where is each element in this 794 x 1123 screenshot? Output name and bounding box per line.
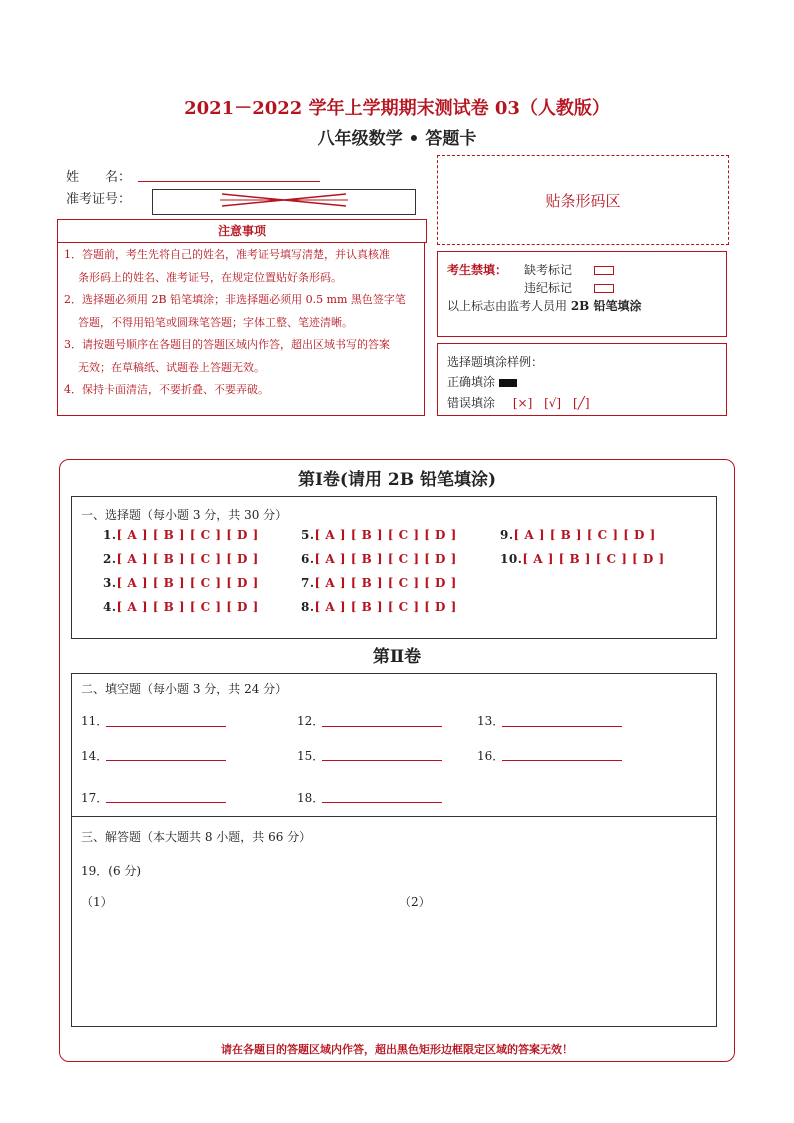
choice-q9[interactable]: 9.[ A ] [ B ] [ C ] [ D ] (500, 528, 656, 542)
blank-16[interactable] (502, 760, 622, 761)
notice-item-3: 3．请按题号顺序在各题目的答题区域内作答，超出区域书写的答案 (64, 338, 390, 351)
barcode-area (437, 155, 729, 245)
blank-12[interactable] (322, 726, 442, 727)
violation-label: 违纪标记 (524, 281, 573, 295)
wrong-mark-check: [√] (544, 396, 562, 410)
notice-body (57, 242, 425, 416)
choice-q7[interactable]: 7.[ A ] [ B ] [ C ] [ D ] (301, 576, 457, 590)
q19-sub2-label: （2） (399, 895, 431, 909)
notice-item-2-cont: 答题，不得用铅笔或圆珠笔答题；字体工整、笔迹清晰。 (78, 315, 353, 329)
cross-out-mark (220, 192, 348, 208)
q19-sub1-label: （1） (81, 895, 113, 909)
wrong-fill-label: 错误填涂 (447, 396, 496, 410)
notice-item-4: 4．保持卡面清洁，不要折叠、不要弄破。 (64, 383, 269, 396)
blank-label-14: 14． (81, 749, 109, 763)
blank-17[interactable] (106, 802, 226, 803)
blank-label-17: 17． (81, 791, 109, 805)
blank-label-18: 18． (297, 791, 325, 805)
choice-section (71, 496, 717, 639)
footer-warning: 请在各题目的答题区域内作答，超出黑色矩形边框限定区域的答案无效！ (221, 1043, 573, 1056)
blank-label-12: 12． (297, 714, 325, 728)
fill-sample-box (437, 343, 727, 416)
blank-13[interactable] (502, 726, 622, 727)
choice-q4[interactable]: 4.[ A ] [ B ] [ C ] [ D ] (103, 600, 259, 614)
part2-title: 第Ⅱ卷 (372, 647, 422, 667)
blank-label-11: 11． (81, 714, 109, 728)
absent-label: 缺考标记 (524, 263, 573, 277)
choice-q5[interactable]: 5.[ A ] [ B ] [ C ] [ D ] (301, 528, 457, 542)
q19-label: 19．(6 分) (81, 864, 142, 878)
fill-section-title: 二、填空题（每小题 3 分，共 24 分） (81, 682, 288, 696)
notice-item-1: 1．答题前，考生先将自己的姓名，准考证号填写清楚，并认真核准 (64, 248, 390, 261)
page-title: 2021－2022 学年上学期期末测试卷 03（人教版） (184, 98, 610, 119)
notice-heading: 注意事项 (57, 219, 427, 243)
proctor-note-bold: 2B 铅笔填涂 (570, 299, 642, 313)
barcode-label: 贴条形码区 (545, 191, 621, 210)
blank-14[interactable] (106, 760, 226, 761)
name-field[interactable] (138, 180, 320, 182)
choice-q10[interactable]: 10.[ A ] [ B ] [ C ] [ D ] (500, 552, 665, 566)
wrong-mark-x: [×] (512, 396, 533, 410)
blank-18[interactable] (322, 802, 442, 803)
section-divider (71, 816, 717, 817)
part1-title: 第Ⅰ卷(请用 2B 铅笔填涂) (297, 470, 497, 490)
notice-item-1-cont: 条形码上的姓名、准考证号，在规定位置贴好条形码。 (78, 270, 342, 284)
choice-q1[interactable]: 1.[ A ] [ B ] [ C ] [ D ] (103, 528, 259, 542)
blank-label-13: 13． (477, 714, 505, 728)
choice-q6[interactable]: 6.[ A ] [ B ] [ C ] [ D ] (301, 552, 457, 566)
choice-q2[interactable]: 2.[ A ] [ B ] [ C ] [ D ] (103, 552, 259, 566)
absent-checkbox[interactable] (594, 266, 614, 275)
blank-label-16: 16． (477, 749, 505, 763)
exam-id-label: 准考证号： (66, 192, 132, 207)
blank-11[interactable] (106, 726, 226, 727)
sample-title: 选择题填涂样例： (447, 355, 544, 369)
proctor-note: 以上标志由监考人员用 (447, 299, 571, 313)
blank-label-15: 15． (297, 749, 325, 763)
notice-item-3-cont: 无效；在草稿纸、试题卷上答题无效。 (78, 360, 265, 374)
choice-section-title: 一、选择题（每小题 3 分，共 30 分） (81, 508, 288, 522)
correct-fill-mark (499, 379, 517, 387)
forbid-label: 考生禁填： (447, 263, 508, 277)
choice-q3[interactable]: 3.[ A ] [ B ] [ C ] [ D ] (103, 576, 259, 590)
proctor-box (437, 251, 727, 337)
wrong-mark-slash: [╱] (572, 396, 590, 410)
name-label: 姓 名： (66, 170, 132, 185)
violation-checkbox[interactable] (594, 284, 614, 293)
blank-15[interactable] (322, 760, 442, 761)
page-subtitle: 八年级数学 • 答题卡 (317, 129, 477, 149)
correct-fill-label: 正确填涂 (447, 375, 496, 389)
choice-q8[interactable]: 8.[ A ] [ B ] [ C ] [ D ] (301, 600, 457, 614)
notice-item-2: 2．选择题必须用 2B 铅笔填涂；非选择题必须用 0.5 mm 黑色签字笔 (64, 293, 406, 306)
solve-section-title: 三、解答题（本大题共 8 小题，共 66 分） (81, 830, 312, 844)
fill-and-solve-section (71, 673, 717, 1027)
